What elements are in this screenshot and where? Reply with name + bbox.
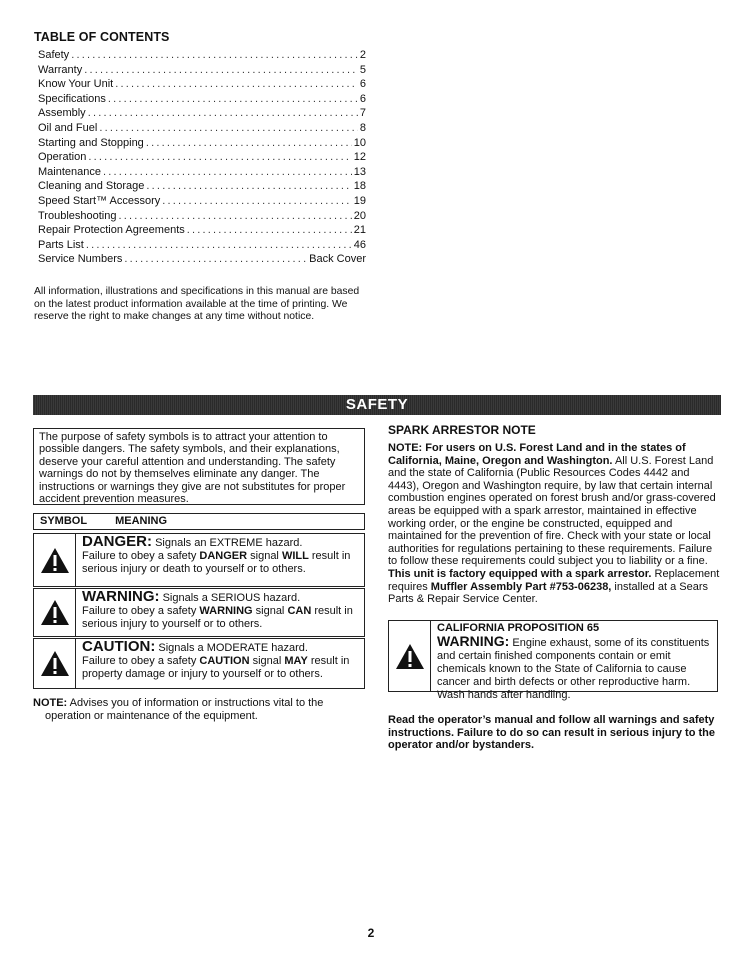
warning-triangle-icon	[34, 639, 76, 688]
toc-item: Speed Start™ Accessory ..... 19	[38, 195, 366, 210]
spark-arrestor-title: SPARK ARRESTOR NOTE	[388, 423, 536, 437]
danger-hazard-box	[33, 533, 365, 587]
toc-item: Know Your Unit ..... 6	[38, 78, 366, 93]
toc-item: Oil and Fuel ..... 8	[38, 122, 366, 137]
warning-triangle-icon	[389, 621, 431, 691]
meaning-column-label: MEANING	[115, 515, 168, 527]
table-of-contents	[34, 30, 366, 268]
toc-item: Operation ..... 12	[38, 151, 366, 166]
spark-arrestor-body: NOTE: For users on U.S. Forest Land and in the states of California, Maine, Oregon and Washington. All U.S. Forest Land and the state of California (Public Resources Codes 4442 and 4443), Oregon and Washington require, by law that certain internal combustion engines operated on forest brush and/or grass-covered areas be equipped with a spark arrestor, maintained in effective working order, or the engine be constructed, equipped and maintained for the prevention of fire. Check with your state or local authorities for regulations pertaining to these requirements. Failure to follow these requirements could subject you to liability or a fine. This unit is factory equipped with a spark arrestor. Replacement requires Muffler Assembly Part #753-06238, installed at a Sears Parts & Repair Service Center.	[388, 442, 720, 606]
toc-item: Troubleshooting ..... 20	[38, 210, 366, 225]
danger-description: DANGER: Signals an EXTREME hazard. Failure to obey a safety DANGER signal WILL result in serious injury or death to yourself or to others.	[82, 533, 351, 575]
toc-item: Starting and Stopping ..... 10	[38, 137, 366, 152]
toc-list	[34, 49, 366, 268]
toc-item: Safety ..... 2	[38, 49, 366, 64]
toc-title: TABLE OF CONTENTS	[34, 30, 170, 44]
toc-item: Maintenance ..... 13	[38, 166, 366, 181]
california-prop65-box	[388, 620, 718, 701]
warning-triangle-icon	[34, 534, 76, 586]
caution-description: CAUTION: Signals a MODERATE hazard. Failure to obey a safety CAUTION signal MAY result in property damage or injury to yourself or to others.	[82, 638, 350, 680]
symbol-column-label: SYMBOL	[40, 515, 88, 527]
toc-item: Service Numbers ..... Back Cover	[38, 253, 366, 268]
toc-item: Cleaning and Storage ..... 18	[38, 180, 366, 195]
toc-item: Parts List ..... 46	[38, 239, 366, 254]
note-text: NOTE: Advises you of information or instructions vital to the operation or maintenance of the equipment.	[33, 697, 324, 722]
safety-purpose-box: The purpose of safety symbols is to attract your attention to possible dangers. The safety symbols, and their explanations, deserve your careful attention and understanding. The safety warnings do not by themselves eliminate any danger. The instructions or warnings they give are not substitutes for proper accident prevention measures.	[33, 428, 365, 505]
disclaimer-text: All information, illustrations and specifications in this manual are based on the latest product information available at the time of printing. We reserve the right to make changes at any time without notice.	[34, 286, 360, 323]
page-number: 2	[367, 926, 375, 940]
caution-hazard-box	[33, 638, 365, 689]
safety-banner: SAFETY	[33, 395, 721, 415]
warning-triangle-icon	[34, 589, 76, 636]
toc-item: Assembly ..... 7	[38, 107, 366, 122]
toc-item: Specifications ..... 6	[38, 93, 366, 108]
toc-item: Repair Protection Agreements ..... 21	[38, 224, 366, 239]
warning-hazard-box	[33, 588, 365, 637]
warning-description: WARNING: Signals a SERIOUS hazard. Failure to obey a safety WARNING signal CAN result in serious injury to yourself or to others.	[82, 588, 353, 630]
california-prop65-text: CALIFORNIA PROPOSITION 65 WARNING: Engine exhaust, some of its constituents and certain finished components contain or emit chemicals known to the State of California to cause cancer and birth defects or other reproductive harm. Wash hands after handling.	[437, 622, 710, 701]
read-manual-warning: Read the operator’s manual and follow all warnings and safety instructions. Failure to do so can result in serious injury to the operator and/or bystanders.	[388, 714, 715, 752]
symbol-meaning-header	[33, 513, 365, 530]
spark-arrestor-note	[388, 423, 720, 606]
toc-item: Warranty ..... 5	[38, 64, 366, 79]
